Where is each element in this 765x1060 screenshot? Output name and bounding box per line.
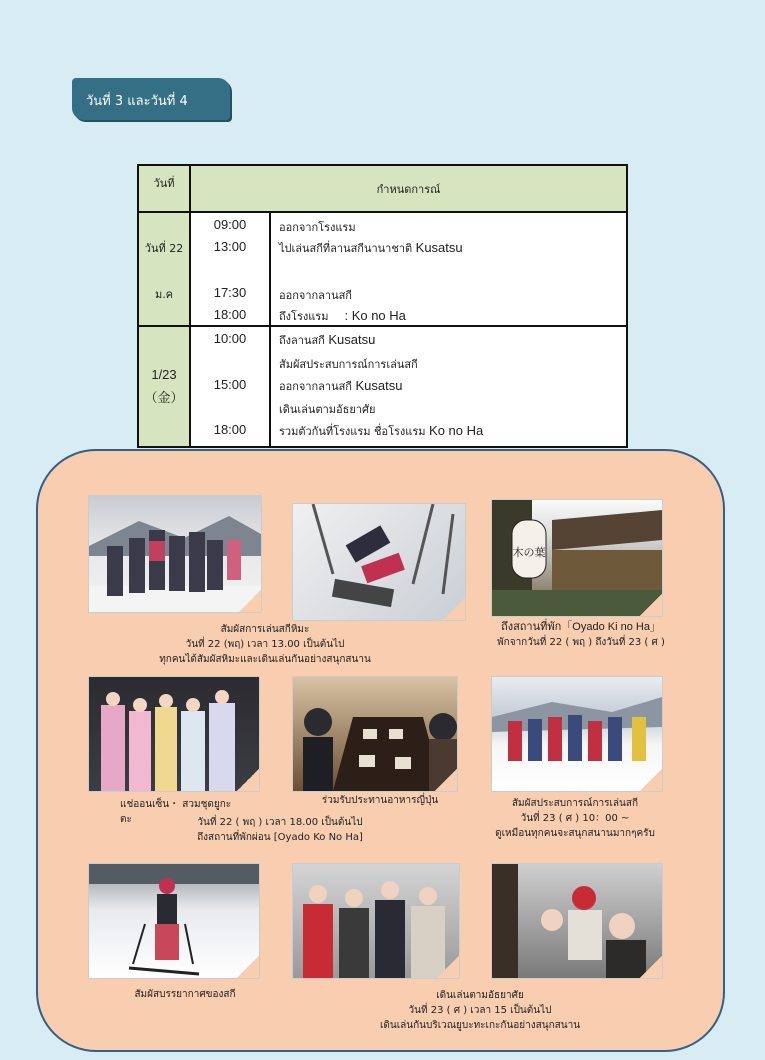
day1-time-1: 09:00 — [213, 217, 247, 232]
day2-event-2: สัมผัสประสบการณ์การเล่นสกี — [279, 358, 418, 371]
day2-label-1: 1/23 — [151, 367, 177, 382]
day1-event-2: ไปเล่นสกีที่ลานสกีนานาชาติ Kusatsu — [279, 240, 463, 255]
photo-snow-play — [293, 504, 465, 620]
dinner-illustration — [293, 677, 457, 791]
schedule-table — [137, 164, 628, 448]
header-day-label: วันที่ — [153, 177, 175, 190]
day1-time-3: 17:30 — [213, 285, 247, 300]
photo-ski-line — [492, 677, 662, 791]
header-event-label: กำหนดการณ์ — [376, 182, 441, 196]
photo-ryokan — [492, 500, 662, 616]
header-day — [138, 165, 190, 212]
day2-event-3: ออกจากลานสกี Kusatsu — [279, 378, 403, 393]
photo-street-smile — [492, 864, 662, 978]
caption-free-walk: เดินเล่นตามอัธยาศัย วันที่ 23 ( ศ ) เวลา 15 เป็นต้นไป เดินเล่นกันบริเวณยูบะทะเกะกันอย่างสนุกสนาน — [379, 990, 581, 1031]
ski-line-illustration — [492, 677, 662, 791]
day1-label-1: วันที่ 22 — [144, 242, 184, 255]
day2-cell — [138, 326, 190, 447]
day1-events — [270, 212, 627, 326]
header-event — [190, 165, 627, 212]
day2-time-3: 15:00 — [213, 377, 247, 392]
day1-time-2: 13:00 — [213, 239, 247, 254]
section-title: วันที่ 3 และวันที่ 4 — [86, 94, 188, 109]
day1-event-4: ถึงโรงแรม : Ko no Ha — [279, 308, 406, 323]
street-smile-illustration — [492, 864, 662, 978]
day2-time-1: 10:00 — [213, 331, 247, 346]
snow-play-illustration — [293, 504, 465, 620]
photo-japanese-dinner — [293, 677, 457, 791]
day2-label-2: （金） — [144, 391, 184, 406]
ski-group-illustration — [89, 496, 261, 612]
day1-time-4: 18:00 — [213, 307, 247, 322]
day1-label-2: ม.ค — [154, 288, 174, 301]
caption-onsen-details: วันที่ 22 ( พฤ ) เวลา 18.00 เป็นต้นไป ถึงสถานที่พักผ่อน [Oyado Ko No Ha] — [197, 817, 363, 843]
day1-times — [190, 212, 270, 326]
friends-street-illustration — [293, 864, 459, 978]
caption-dinner: ร่วมรับประทานอาหารญี่ปุ่น — [321, 795, 439, 806]
lantern-sign: 木の葉 — [512, 546, 546, 559]
caption-ski-experience: สัมผัสประสบการณ์การเล่นสกี วันที่ 23 ( ศ ) 10：00 ~ ดูเหมือนทุกคนจะสนุกสนานมากๆครับ — [495, 798, 655, 839]
day2-event-5: รวมตัวกันที่โรงแรม ชื่อโรงแรม Ko no Ha — [279, 423, 484, 438]
day2-event-1: ถึงลานสกี Kusatsu — [279, 332, 376, 347]
day2-event-4: เดินเล่นตามอัธยาศัย — [279, 403, 376, 416]
ryokan-illustration — [492, 500, 662, 616]
day2-events — [270, 326, 627, 447]
section-banner — [72, 78, 230, 120]
photo-skier — [89, 864, 259, 978]
caption-onsen: แช่ออนเซ็น・ สวมชุดยูกะ ตะ — [120, 799, 232, 825]
caption-accommodation: ถึงสถานที่พัก「Oyado Ki no Ha」 พักจากวันที่ 22 ( พฤ ) ถึงวันที่ 23 ( ศ ) — [497, 621, 665, 648]
caption-ski-atmosphere: สัมผัสบรรยากาศของสกี — [134, 989, 236, 1000]
skier-illustration — [89, 864, 259, 978]
yukata-illustration — [89, 677, 259, 791]
day2-time-5: 18:00 — [213, 422, 247, 437]
day2-times — [190, 326, 270, 447]
day1-event-1: ออกจากโรงแรม — [279, 221, 356, 234]
photo-friends-street — [293, 864, 459, 978]
caption-ski-snow: สัมผัสการเล่นสกีหิมะ วันที่ 22 (พฤ) เวลา 13.00 เป็นต้นไป ทุกคนได้สัมผัสหิมะและเดินเล่นกันอย่างสนุกสนาน — [159, 624, 371, 665]
photo-ski-group — [89, 496, 261, 612]
photo-yukata — [89, 677, 259, 791]
day1-cell — [138, 212, 190, 326]
day1-event-3: ออกจากลานสกี — [279, 289, 352, 302]
